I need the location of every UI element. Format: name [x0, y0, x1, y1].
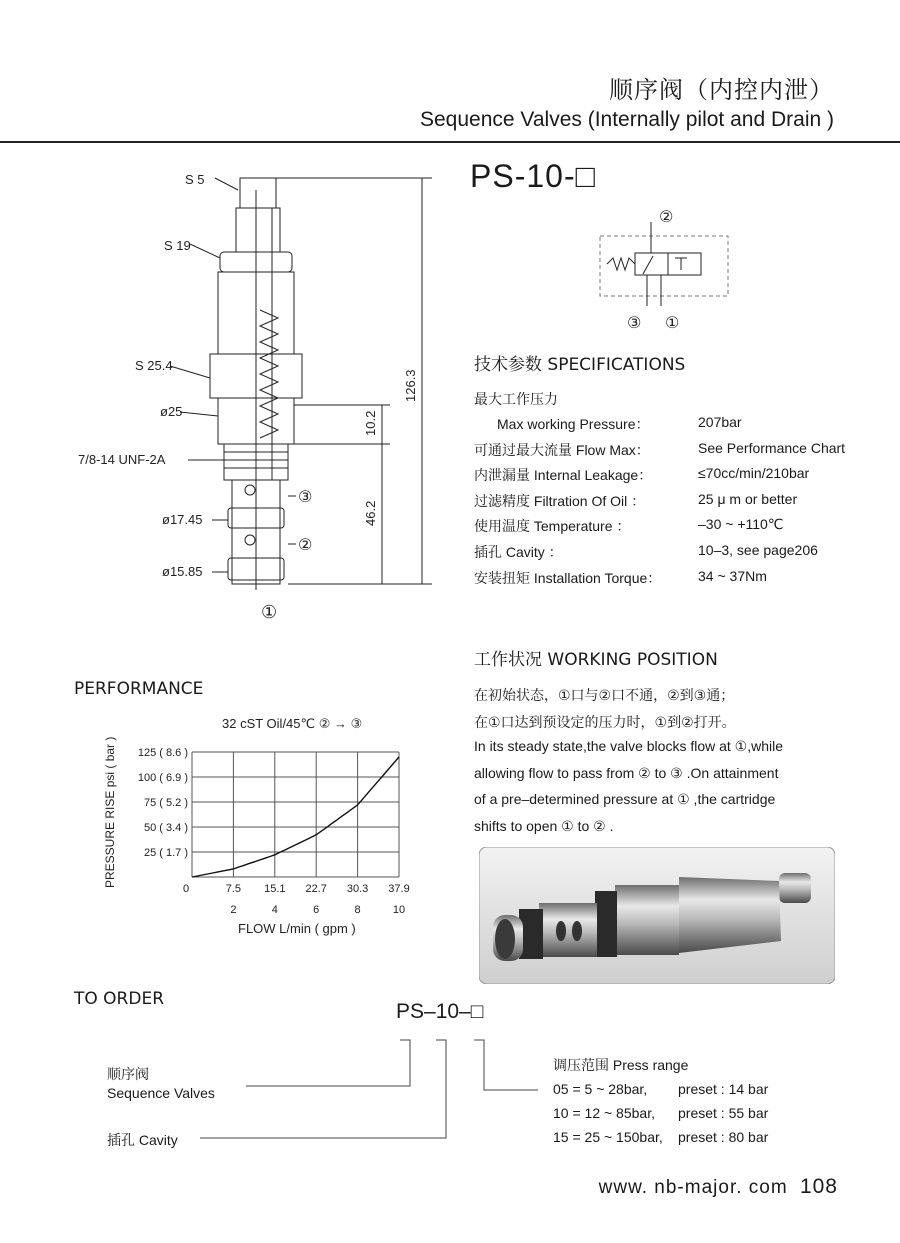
order-item1-cn: 顺序阀 [107, 1066, 149, 1082]
chart-xtick-label-gpm: 8 [354, 904, 361, 916]
chart-xtick-label-gpm: 2 [230, 904, 237, 916]
spec-value: ≤70cc/min/210bar [698, 465, 810, 482]
product-photo [479, 847, 835, 984]
chart-xtick-label: 30.3 [346, 883, 369, 895]
spec-value: 10–3, see page206 [698, 542, 818, 558]
chart-title: 32 cST Oil/45℃ ② → ③ [222, 716, 363, 731]
header-divider [0, 141, 900, 143]
chart-series-line [192, 757, 399, 877]
chart-xlabel: FLOW L/min ( gpm ) [238, 921, 356, 936]
chart-xtick-label: 7.5 [225, 883, 242, 895]
spec-value: See Performance Chart [698, 439, 846, 456]
chart-ytick-label: 75 ( 5.2 ) [143, 797, 188, 809]
chart-xtick-label-gpm: 6 [313, 904, 320, 916]
cartridge-drawing [60, 160, 450, 630]
label-port1: ① [261, 602, 278, 622]
label-d1585: ø15.85 [162, 564, 203, 579]
chart-xtick-label-gpm: 4 [271, 904, 278, 916]
order-leaders [190, 1030, 570, 1150]
working-line: 在初始状态，①口与②口不通，②到③通； [474, 687, 735, 703]
order-title: TO ORDER [74, 989, 165, 1009]
chart-xtick-label: 0 [182, 883, 190, 895]
symbol-port-br: ① [665, 315, 680, 332]
hydraulic-symbol [595, 206, 735, 334]
specs-title: 技术参数 SPECIFICATIONS [474, 355, 686, 375]
symbol-port-top: ② [659, 209, 674, 226]
footer-site: www. nb-major. com [598, 1177, 788, 1198]
chart-xtick-label: 15.1 [264, 883, 286, 895]
footer-page: 108 [799, 1175, 838, 1198]
model-code: PS-10-□ [470, 158, 596, 194]
label-s19: S 19 [164, 238, 191, 253]
spec-value: 25 μ m or better [698, 490, 798, 507]
order-range-code: 15 = 25 ~ 150bar, [553, 1129, 663, 1145]
chart-ytick-label: 100 ( 6.9 ) [137, 772, 188, 784]
order-range-code: 10 = 12 ~ 85bar, [553, 1105, 655, 1121]
spec-value: –30 ~ +110℃ [698, 516, 784, 533]
working-line: of a pre–determined pressure at ① ,the cartridge [474, 791, 776, 807]
label-s25: S 25.4 [135, 358, 173, 373]
order-code: PS–10–□ [396, 1000, 484, 1023]
spec-value: 207bar [698, 414, 742, 430]
order-range-preset: preset : 55 bar [678, 1105, 769, 1121]
working-line: 在①口达到预设定的压力时，①到②打开。 [474, 713, 736, 730]
dim-b: 46.2 [363, 500, 378, 526]
spec-label: 可通过最大流量 Flow Max： [474, 441, 650, 458]
chart-ytick-label: 50 ( 3.4 ) [143, 822, 188, 834]
label-thread: 7/8-14 UNF-2A [78, 452, 166, 467]
order-item1-en: Sequence Valves [107, 1085, 215, 1101]
label-d1745: ø17.45 [162, 512, 203, 527]
order-range-preset: preset : 14 bar [678, 1081, 769, 1097]
spec-label: 插孔 Cavity ： [474, 544, 563, 560]
order-range-title: 调压范围 Press range [553, 1057, 689, 1073]
spec-label: 使用温度 Temperature ： [474, 518, 631, 535]
spec-label: 过滤精度 Filtration Of Oil ： [474, 492, 646, 509]
working-line: In its steady state,the valve blocks flow at ①,while [474, 738, 784, 754]
order-range-preset: preset : 80 bar [678, 1129, 769, 1145]
performance-title: PERFORMANCE [74, 679, 204, 699]
spec-label: Max working Pressure： [497, 416, 650, 432]
chart-ylabel: PRESSURE RISE psi ( bar ) [103, 736, 117, 888]
chart-xtick-label: 22.7 [305, 883, 327, 895]
label-port3: ③ [298, 489, 313, 506]
chart-xtick-label: 37.9 [388, 883, 410, 895]
header-title-en: Sequence Valves (Internally pilot and Drain ) [419, 108, 834, 131]
order-item2: 插孔 Cavity [107, 1132, 178, 1148]
chart-ytick-label: 125 ( 8.6 ) [137, 747, 188, 759]
spec-max-pressure-cn: 最大工作压力 [474, 391, 558, 407]
chart-ytick-label: 25 ( 1.7 ) [143, 847, 188, 859]
label-s5: S 5 [185, 172, 205, 187]
working-line: shifts to open ① to ② . [474, 817, 614, 834]
working-line: allowing flow to pass from ② to ③ .On attainment [474, 764, 779, 781]
label-port2: ② [298, 537, 313, 554]
spec-value: 34 ~ 37Nm [698, 567, 767, 584]
dim-total: 126.3 [403, 369, 418, 402]
footer [599, 1175, 838, 1199]
dim-a: 10.2 [363, 410, 378, 436]
working-title: 工作状况 WORKING POSITION [474, 650, 718, 670]
spec-label: 内泄漏量 Internal Leakage： [474, 467, 653, 484]
chart-xtick-label-gpm: 10 [392, 904, 406, 916]
performance-chart [96, 710, 426, 942]
order-range-code: 05 = 5 ~ 28bar, [553, 1081, 648, 1097]
symbol-port-bl: ③ [627, 315, 642, 332]
label-d25: ø25 [160, 404, 183, 419]
header-title-cn: 顺序阀（内控内泄） [609, 76, 834, 104]
spec-label: 安装扭矩 Installation Torque： [474, 569, 662, 586]
